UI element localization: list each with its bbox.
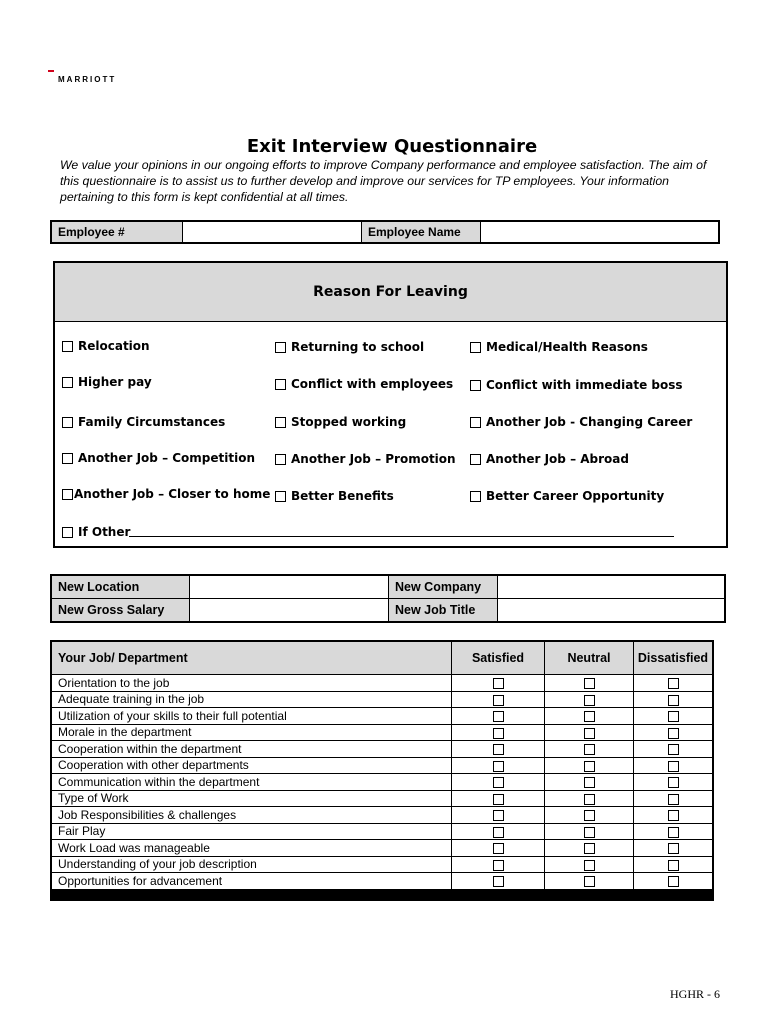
reason-option[interactable]: Another Job – Promotion: [275, 452, 456, 466]
neutral-cell: [545, 724, 634, 741]
satisfied-checkbox[interactable]: [493, 761, 504, 772]
dissatisfied-cell: [634, 757, 714, 774]
checkbox[interactable]: [62, 489, 73, 500]
satisfied-cell: [452, 675, 545, 692]
dissatisfied-checkbox[interactable]: [668, 860, 679, 871]
satisfied-checkbox[interactable]: [493, 744, 504, 755]
footer-bar: [51, 889, 713, 900]
reason-option[interactable]: Medical/Health Reasons: [470, 340, 648, 354]
dissatisfied-checkbox[interactable]: [668, 711, 679, 722]
dissatisfied-cell: [634, 708, 714, 725]
satisfied-checkbox[interactable]: [493, 876, 504, 887]
dissatisfied-checkbox[interactable]: [668, 761, 679, 772]
neutral-cell: [545, 807, 634, 824]
column-header: Neutral: [545, 641, 634, 675]
neutral-cell: [545, 790, 634, 807]
checkbox[interactable]: [62, 377, 73, 388]
satisfied-cell: [452, 856, 545, 873]
dissatisfied-checkbox[interactable]: [668, 876, 679, 887]
neutral-checkbox[interactable]: [584, 810, 595, 821]
new-salary-label: New Gross Salary: [51, 599, 190, 623]
new-location-label: New Location: [51, 575, 190, 599]
row-label: Adequate training in the job: [51, 691, 452, 708]
neutral-cell: [545, 823, 634, 840]
reason-option[interactable]: Stopped working: [275, 415, 406, 429]
satisfied-cell: [452, 691, 545, 708]
form-code: HGHR - 6: [670, 987, 720, 1001]
new-job-title-field[interactable]: [498, 599, 726, 623]
neutral-cell: [545, 691, 634, 708]
column-header: Dissatisfied: [634, 641, 714, 675]
new-location-field[interactable]: [190, 575, 389, 599]
reason-option[interactable]: Conflict with immediate boss: [470, 378, 683, 392]
dissatisfied-checkbox[interactable]: [668, 777, 679, 788]
table-row: [51, 823, 713, 840]
row-label: Cooperation within the department: [51, 741, 452, 758]
reason-option[interactable]: Better Benefits: [275, 489, 394, 503]
dissatisfied-cell: [634, 790, 714, 807]
satisfied-checkbox[interactable]: [493, 860, 504, 871]
checkbox[interactable]: [62, 341, 73, 352]
neutral-checkbox[interactable]: [584, 777, 595, 788]
other-reason-line[interactable]: [129, 536, 674, 537]
dissatisfied-cell: [634, 774, 714, 791]
dissatisfied-checkbox[interactable]: [668, 794, 679, 805]
neutral-checkbox[interactable]: [584, 876, 595, 887]
checkbox[interactable]: [470, 380, 481, 391]
checkbox[interactable]: [470, 342, 481, 353]
reason-option-other[interactable]: If Other: [62, 525, 130, 539]
employee-info-row: [50, 220, 720, 244]
checkbox[interactable]: [275, 342, 286, 353]
row-label: Work Load was manageable: [51, 840, 452, 857]
satisfied-checkbox[interactable]: [493, 695, 504, 706]
row-label: Opportunities for advancement: [51, 873, 452, 890]
neutral-cell: [545, 675, 634, 692]
satisfied-checkbox[interactable]: [493, 711, 504, 722]
dissatisfied-checkbox[interactable]: [668, 695, 679, 706]
table-row: [51, 807, 713, 824]
employee-number-label: Employee #: [52, 222, 183, 242]
neutral-cell: [545, 856, 634, 873]
satisfied-cell: [452, 790, 545, 807]
neutral-cell: [545, 708, 634, 725]
neutral-checkbox[interactable]: [584, 794, 595, 805]
satisfied-cell: [452, 724, 545, 741]
neutral-checkbox[interactable]: [584, 695, 595, 706]
dissatisfied-checkbox[interactable]: [668, 843, 679, 854]
table-footer-bar: [51, 889, 713, 900]
table-row: [51, 741, 713, 758]
reason-option[interactable]: Family Circumstances: [62, 415, 225, 429]
dissatisfied-checkbox[interactable]: [668, 827, 679, 838]
checkbox[interactable]: [62, 417, 73, 428]
reason-option[interactable]: Conflict with employees: [275, 377, 453, 391]
satisfied-cell: [452, 774, 545, 791]
reason-option[interactable]: Another Job – Abroad: [470, 452, 629, 466]
page-title: Exit Interview Questionnaire: [246, 136, 538, 157]
checkbox[interactable]: [62, 453, 73, 464]
satisfied-cell: [452, 823, 545, 840]
satisfied-checkbox[interactable]: [493, 843, 504, 854]
dissatisfied-cell: [634, 856, 714, 873]
row-label: Fair Play: [51, 823, 452, 840]
row-label: Cooperation with other departments: [51, 757, 452, 774]
reason-option[interactable]: Returning to school: [275, 340, 424, 354]
neutral-checkbox[interactable]: [584, 761, 595, 772]
dissatisfied-cell: [634, 691, 714, 708]
dissatisfied-cell: [634, 741, 714, 758]
dissatisfied-checkbox[interactable]: [668, 678, 679, 689]
neutral-checkbox[interactable]: [584, 678, 595, 689]
employee-name-field[interactable]: [481, 222, 718, 242]
neutral-cell: [545, 873, 634, 890]
row-label: Job Responsibilities & challenges: [51, 807, 452, 824]
satisfied-checkbox[interactable]: [493, 810, 504, 821]
satisfied-cell: [452, 741, 545, 758]
table-row: [51, 708, 713, 725]
row-label: Type of Work: [51, 790, 452, 807]
table-row: [51, 873, 713, 890]
checkbox[interactable]: [470, 417, 481, 428]
checkbox[interactable]: [470, 491, 481, 502]
dissatisfied-checkbox[interactable]: [668, 810, 679, 821]
satisfied-cell: [452, 840, 545, 857]
logo-mark: [48, 70, 54, 72]
reason-option[interactable]: Another Job – Closer to home: [62, 487, 270, 501]
neutral-checkbox[interactable]: [584, 843, 595, 854]
checkbox[interactable]: [62, 527, 73, 538]
neutral-checkbox[interactable]: [584, 728, 595, 739]
row-label: Orientation to the job: [51, 675, 452, 692]
dissatisfied-cell: [634, 807, 714, 824]
reason-option[interactable]: Higher pay: [62, 375, 152, 389]
neutral-cell: [545, 774, 634, 791]
column-header: Your Job/ Department: [51, 641, 452, 675]
reason-option[interactable]: Relocation: [62, 339, 150, 353]
intro-text: We value your opinions in our ongoing efforts to improve Company performance and employee satisfaction. The aim of this questionnaire is to assist us to further develop and improve our services for TP employees. Your information pertaining to this form is kept confidential at all times.: [60, 158, 707, 204]
reason-heading: Reason For Leaving: [55, 263, 726, 322]
neutral-checkbox[interactable]: [584, 711, 595, 722]
row-label: Understanding of your job description: [51, 856, 452, 873]
table-row: [51, 790, 713, 807]
satisfied-checkbox[interactable]: [493, 678, 504, 689]
new-job-table: [50, 574, 726, 623]
employee-number-field[interactable]: [183, 222, 362, 242]
dissatisfied-cell: [634, 724, 714, 741]
table-row: [51, 675, 713, 692]
neutral-checkbox[interactable]: [584, 827, 595, 838]
table-row: [51, 774, 713, 791]
row-label: Utilization of your skills to their full potential: [51, 708, 452, 725]
satisfied-cell: [452, 708, 545, 725]
checkbox[interactable]: [275, 417, 286, 428]
row-label: Morale in the department: [51, 724, 452, 741]
dissatisfied-cell: [634, 675, 714, 692]
table-row: [51, 691, 713, 708]
neutral-cell: [545, 741, 634, 758]
dissatisfied-cell: [634, 823, 714, 840]
satisfied-cell: [452, 807, 545, 824]
reason-for-leaving-section: [53, 261, 728, 548]
logo: MARRIOTT: [58, 75, 117, 84]
column-header: Satisfied: [452, 641, 545, 675]
dissatisfied-cell: [634, 873, 714, 890]
table-row: [51, 840, 713, 857]
neutral-cell: [545, 840, 634, 857]
new-job-title-label: New Job Title: [389, 599, 498, 623]
reason-option[interactable]: Another Job - Changing Career: [470, 415, 692, 429]
satisfied-checkbox[interactable]: [493, 827, 504, 838]
satisfied-cell: [452, 873, 545, 890]
new-company-field[interactable]: [498, 575, 726, 599]
job-satisfaction-table: [50, 640, 714, 901]
satisfied-checkbox[interactable]: [493, 728, 504, 739]
satisfied-checkbox[interactable]: [493, 794, 504, 805]
satisfied-checkbox[interactable]: [493, 777, 504, 788]
reason-option[interactable]: Another Job – Competition: [62, 451, 255, 465]
table-row: [51, 757, 713, 774]
table-row: [51, 724, 713, 741]
checkbox[interactable]: [275, 379, 286, 390]
checkbox[interactable]: [470, 454, 481, 465]
neutral-cell: [545, 757, 634, 774]
dissatisfied-cell: [634, 840, 714, 857]
new-company-label: New Company: [389, 575, 498, 599]
checkbox[interactable]: [275, 454, 286, 465]
checkbox[interactable]: [275, 491, 286, 502]
table-row: [51, 856, 713, 873]
new-salary-field[interactable]: [190, 599, 389, 623]
reason-option[interactable]: Better Career Opportunity: [470, 489, 664, 503]
satisfied-cell: [452, 757, 545, 774]
neutral-checkbox[interactable]: [584, 860, 595, 871]
row-label: Communication within the department: [51, 774, 452, 791]
neutral-checkbox[interactable]: [584, 744, 595, 755]
dissatisfied-checkbox[interactable]: [668, 744, 679, 755]
dissatisfied-checkbox[interactable]: [668, 728, 679, 739]
employee-name-label: Employee Name: [362, 222, 481, 242]
